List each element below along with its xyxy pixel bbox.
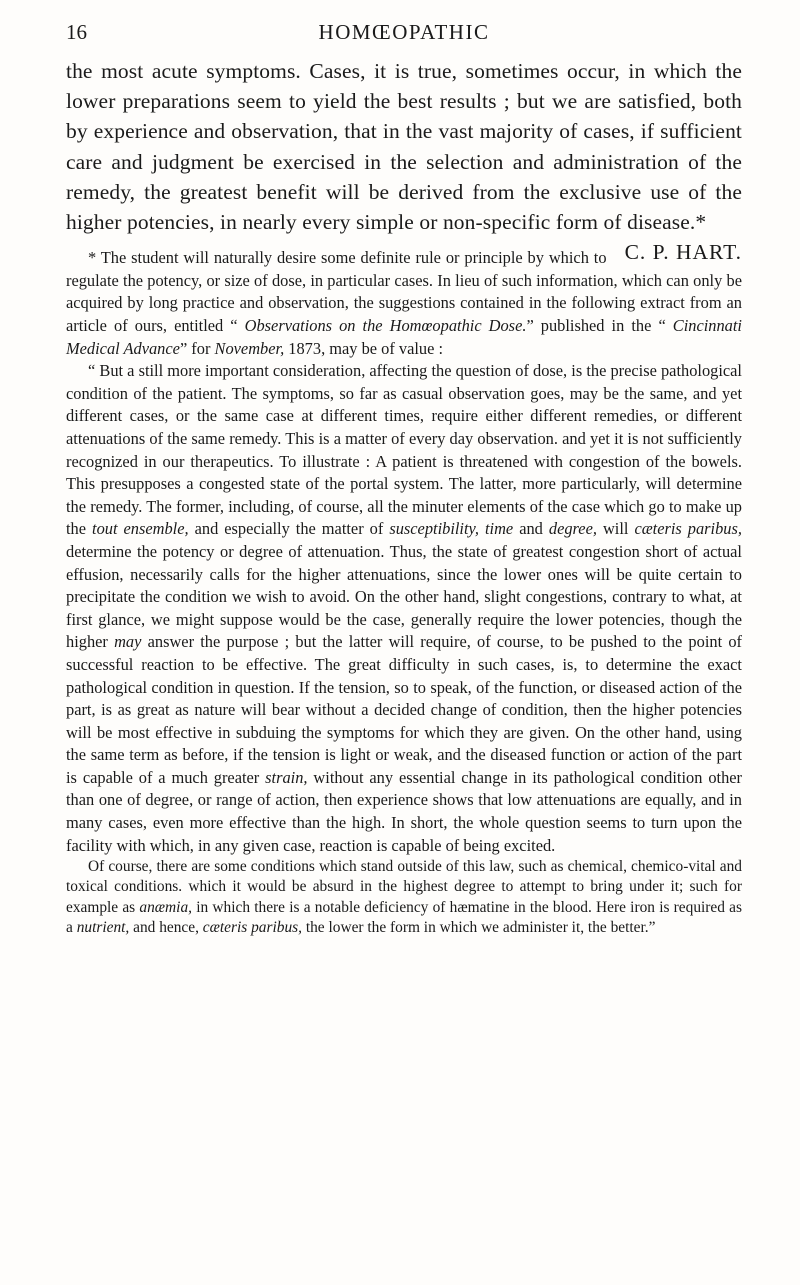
running-head: HOMŒOPATHIC: [318, 20, 490, 44]
main-paragraph: [66, 56, 742, 265]
closing-italic-2: nutrient,: [76, 918, 130, 936]
quote-italic-4: cæteris paribus,: [634, 519, 742, 539]
quote-text-3: and: [513, 519, 549, 539]
footnote-intro-text-2: ” published in the “: [526, 316, 673, 335]
footnote-intro-text-1: * The student will naturally desire some definite rule or principle by which to regulate the potency, or size of dose, in particular cases. In lieu of such information, which can only be acquired by long practice and observation, the suggestions contained in the following extract from an article of ours, entitled “: [66, 248, 742, 335]
closing-text-4: the lower the form in which we administer it, the better.”: [301, 918, 656, 936]
quote-text-7: without any essential change in its pathological condition other than one of degree, or range of action, then experience shows that low attenuations are equally, and in many cases, even more effective than the high. In short, the whole question seems to turn upon the facility with which, in any given case, reaction is capable of being excited.: [66, 767, 742, 855]
page-header: [66, 6, 742, 56]
quote-italic-2: susceptibility, time: [389, 519, 514, 539]
quote-text-2: and especially the matter of: [188, 519, 390, 539]
quote-italic-3: degree,: [548, 519, 597, 539]
quote-text-4: will: [596, 519, 635, 539]
publication-month: November,: [214, 338, 285, 358]
quote-italic-5: may: [114, 632, 142, 652]
footnote-quote: [66, 360, 742, 857]
closing-italic-3: cæteris paribus,: [202, 918, 302, 936]
closing-text-3: and hence,: [129, 918, 203, 936]
quote-italic-1: tout ensemble,: [92, 519, 189, 539]
quote-text-5: determine the potency or degree of attenuation. Thus, the state of greatest congestion short of actual effusion, necessarily calls for the higher attenuations, since the lower ones will be quite certain to precipitate the condition we wish to avoid. On the other hand, slight congestions, contrary to what, at first glance, we might suppose would be the case, generally require the lower potencies, though the higher: [66, 541, 742, 652]
quote-text-1: “ But a still more important consideration, affecting the question of dose, is the precise pathological condition of the patient. The symptoms, so far as casual observation goes, may be the same, and yet different cases, or the same case at different times, require either different remedies, or different attenuations of the same remedy. This is a matter of every day observation. and yet it is not sufficiently recognized in our therapeutics. To illustrate : A patient is threatened with congestion of the bowels. This presupposes a congested state of the portal system. The latter, more particularly, will determine the remedy. The former, including, of course, all the minuter elements of the case which go to make up the: [66, 361, 742, 539]
closing-text-2: in which there is a notable deficiency of hæmatine in the blood. Here iron is required as a: [66, 898, 742, 936]
journal-title: Cincinnati Medical Advance: [66, 316, 742, 358]
footnote-intro-text-4: 1873, may be of value :: [284, 338, 444, 358]
article-title: Observations on the Homœopathic Dose.: [244, 316, 527, 335]
author-signature: C. P. HART.: [624, 240, 742, 265]
quote-italic-6: strain,: [265, 767, 308, 787]
quote-text-6: answer the purpose ; but the latter will require, of course, to be pushed to the point of successful reaction to be effective. The great difficulty in such cases, is, to determine the exact pathological condition in question. If the tension, so to speak, of the function, or diseased action of the part, is as great as nature will bear without a decided change of condition, then the higher potencies will be most effective in subduing the symptoms for which they are given. On the other hand, using the same term as before, if the tension is light or weak, and the diseased function or action of the part is capable of a much greater: [66, 632, 742, 787]
page-number: 16: [66, 20, 87, 44]
closing-text-1: Of course, there are some conditions which stand outside of this law, such as chemical, chemico-vital and toxical conditions. which it would be absurd in the highest degree to attempt to bring under it; such for example as: [66, 858, 742, 916]
main-paragraph-text: the most acute symptoms. Cases, it is true, sometimes occur, in which the lower preparations seem to yield the best results ; but we are satisfied, both by experience and observation, that in the vast majority of cases, if sufficient care and judgment be exercised in the selection and administration of the remedy, the greatest benefit will be derived from the exclusive use of the higher potencies, in nearly every simple or non-specific form of disease.*: [66, 59, 742, 235]
footnote: [66, 247, 742, 938]
book-page: [66, 0, 742, 938]
footnote-intro-text-3: ” for: [179, 338, 215, 358]
closing-italic-1: anæmia,: [139, 898, 192, 916]
footnote-closing: [66, 857, 742, 938]
